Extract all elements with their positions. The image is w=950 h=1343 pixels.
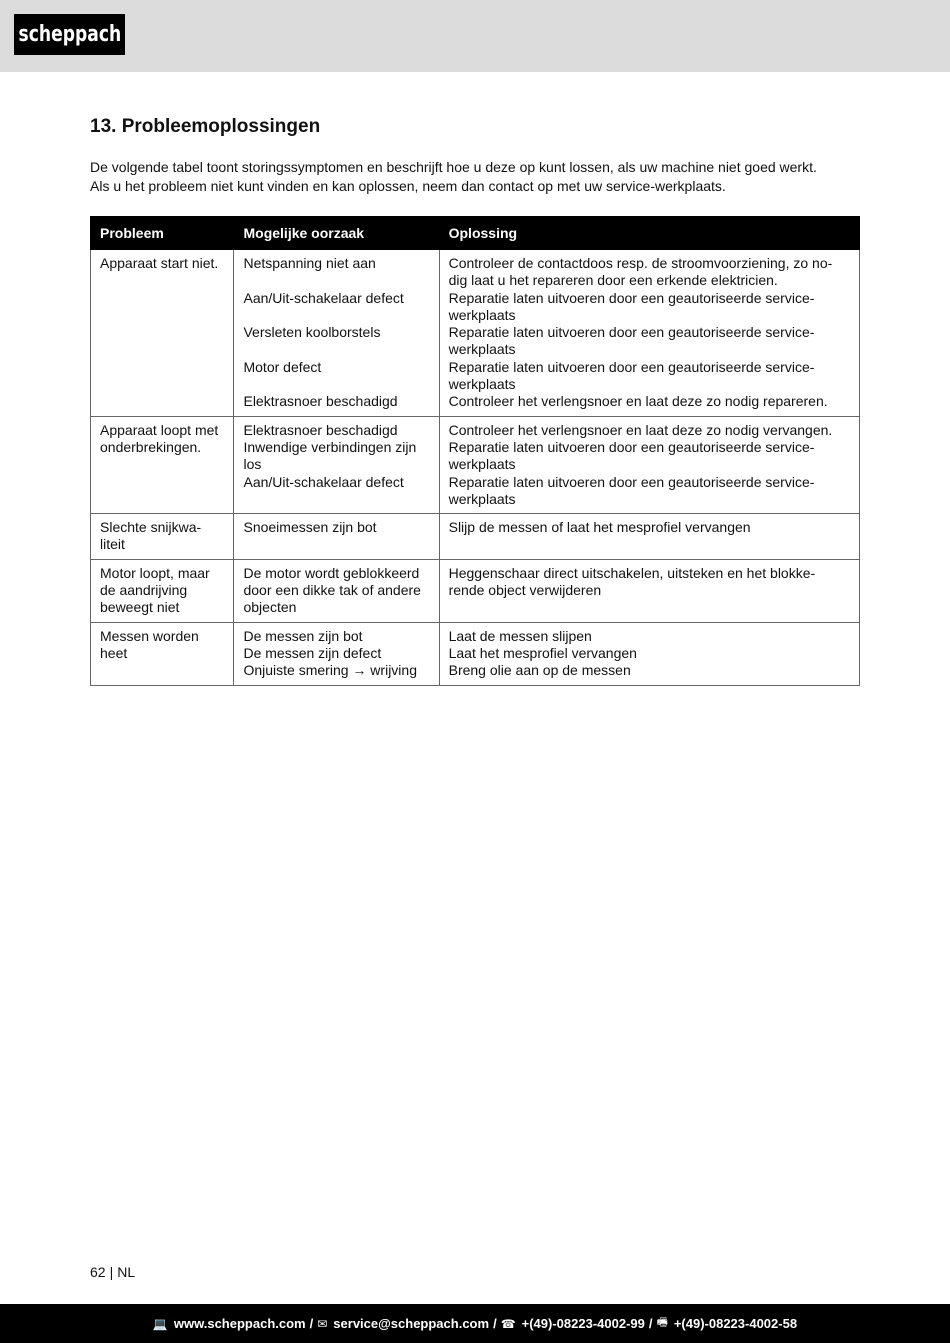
phone-icon: ☎ <box>500 1316 516 1331</box>
cell-text: Aan/Uit-schakelaar defect <box>243 289 404 306</box>
cell-text: werkplaats <box>448 456 516 473</box>
problem-cell <box>91 514 234 560</box>
header-solution: Oplossing <box>439 217 859 250</box>
cell-text: Inwendige verbindingen zijn <box>243 438 417 455</box>
cell-text: beweegt niet <box>100 599 180 616</box>
line-gap <box>243 341 429 358</box>
cell-text: De messen zijn bot <box>243 627 363 644</box>
footer-phone: +(49)-08223-4002-99 <box>521 1316 645 1331</box>
cell-text: heet <box>100 644 128 661</box>
cell-text: Controleer de contactdoos resp. de stroomvoorziening, zo no- <box>448 255 833 271</box>
intro-line-2: Als u het probleem niet kunt vinden en kan oplossen, neem dan contact op met uw service-werkplaats. <box>90 178 726 194</box>
troubleshooting-table <box>90 216 860 686</box>
page-separator: | <box>109 1264 114 1280</box>
mail-icon: ✉ <box>317 1316 328 1331</box>
cell-text: Netspanning niet aan <box>243 255 376 271</box>
solution-cell <box>439 250 859 417</box>
footer-separator: / <box>648 1316 653 1331</box>
fax-icon: 🖷 <box>656 1315 668 1329</box>
line-gap <box>243 307 429 324</box>
cause-cell <box>234 559 439 622</box>
cell-text: werkplaats <box>448 376 516 393</box>
computer-icon: 💻 <box>152 1316 168 1331</box>
cell-text: Elektrasnoer beschadigd <box>243 393 398 410</box>
page-number-value: 62 <box>90 1264 106 1280</box>
cell-text: Messen worden <box>100 627 199 644</box>
footer-separator: / <box>493 1316 497 1331</box>
cell-text: Elektrasnoer beschadigd <box>243 421 398 438</box>
table-body <box>91 250 860 686</box>
table-header-row <box>91 217 860 250</box>
cell-text: Motor loopt, maar <box>100 564 210 581</box>
solution-cell <box>439 559 859 622</box>
cell-text: Slechte snijkwa- <box>100 519 202 536</box>
footer-separator: / <box>309 1316 314 1331</box>
cell-text: Breng olie aan op de messen <box>448 662 631 679</box>
cause-cell <box>234 416 439 513</box>
problem-cell <box>91 250 234 417</box>
section-title: 13. Probleemoplossingen <box>90 116 321 137</box>
cause-cell <box>234 250 439 417</box>
page-language: NL <box>117 1264 136 1280</box>
footer-email: service@scheppach.com <box>333 1316 490 1331</box>
cell-text: werkplaats <box>448 341 516 358</box>
cell-text: Heggenschaar direct uitschakelen, uitsteken en het blokke- <box>448 564 816 581</box>
line-gap <box>243 272 429 289</box>
cell-text: werkplaats <box>448 490 516 507</box>
cell-text: Controleer het verlengsnoer en laat deze zo nodig vervangen. <box>448 421 833 438</box>
cell-text: Onjuiste smering → wrijving <box>243 662 417 679</box>
cell-text: De motor wordt geblokkeerd <box>243 564 420 581</box>
table-row <box>91 514 860 560</box>
problem-cell <box>91 622 234 685</box>
table-row <box>91 622 860 685</box>
cell-text: werkplaats <box>448 306 516 323</box>
footer-bar <box>0 1304 950 1343</box>
cell-text: Controleer het verlengsnoer en laat deze zo nodig repareren. <box>448 393 828 410</box>
cell-text: objecten <box>243 599 297 616</box>
cell-text: Reparatie laten uitvoeren door een geautoriseerde service- <box>448 324 815 341</box>
top-bar <box>0 0 950 72</box>
solution-cell <box>439 622 859 685</box>
problem-cell <box>91 416 234 513</box>
footer-fax: +(49)-08223-4002-58 <box>673 1316 798 1331</box>
cell-text: Versleten koolborstels <box>243 324 381 341</box>
cause-cell <box>234 514 439 560</box>
cell-text: dig laat u het repareren door een erkende elektricien. <box>448 272 778 289</box>
footer-website: www.scheppach.com <box>173 1316 306 1331</box>
cell-text: de aandrijving <box>100 582 188 599</box>
solution-cell <box>439 416 859 513</box>
cell-text: Reparatie laten uitvoeren door een geautoriseerde service- <box>448 289 815 306</box>
cell-text: liteit <box>100 536 125 553</box>
scheppach-logo <box>14 14 125 55</box>
intro-line-1: De volgende tabel toont storingssymptomen en beschrijft hoe u deze op kunt lossen, als uw machine niet goed werkt. <box>90 159 817 175</box>
cell-text: Apparaat loopt met <box>100 421 219 438</box>
cell-text: Reparatie laten uitvoeren door een geautoriseerde service- <box>448 438 815 455</box>
cell-text: De messen zijn defect <box>243 644 382 661</box>
cell-text: door een dikke tak of andere <box>243 582 421 599</box>
cell-text: Aan/Uit-schakelaar defect <box>243 473 404 490</box>
header-problem: Probleem <box>91 217 234 250</box>
cell-text: Motor defect <box>243 358 322 375</box>
cell-text: Snoeimessen zijn bot <box>243 519 377 536</box>
cell-text: Apparaat start niet. <box>100 255 219 271</box>
cell-text: Reparatie laten uitvoeren door een geautoriseerde service- <box>448 473 815 490</box>
cell-text: Slijp de messen of laat het mesprofiel vervangen <box>448 519 751 536</box>
table-row <box>91 416 860 513</box>
line-gap <box>243 376 429 393</box>
cell-text: Laat de messen slijpen <box>448 627 592 644</box>
logo-text: scheppach <box>18 22 121 47</box>
solution-cell <box>439 514 859 560</box>
cause-cell <box>234 622 439 685</box>
table-row <box>91 559 860 622</box>
problem-cell <box>91 559 234 622</box>
page-number <box>90 1264 135 1280</box>
intro-text <box>90 158 865 196</box>
cell-text: onderbrekingen. <box>100 438 202 455</box>
cell-text: Reparatie laten uitvoeren door een geautoriseerde service- <box>448 358 815 375</box>
cell-text: Laat het mesprofiel vervangen <box>448 644 637 661</box>
table-row <box>91 250 860 417</box>
cell-text: rende object verwijderen <box>448 582 602 599</box>
header-cause: Mogelijke oorzaak <box>234 217 439 250</box>
cell-text: los <box>243 456 262 473</box>
